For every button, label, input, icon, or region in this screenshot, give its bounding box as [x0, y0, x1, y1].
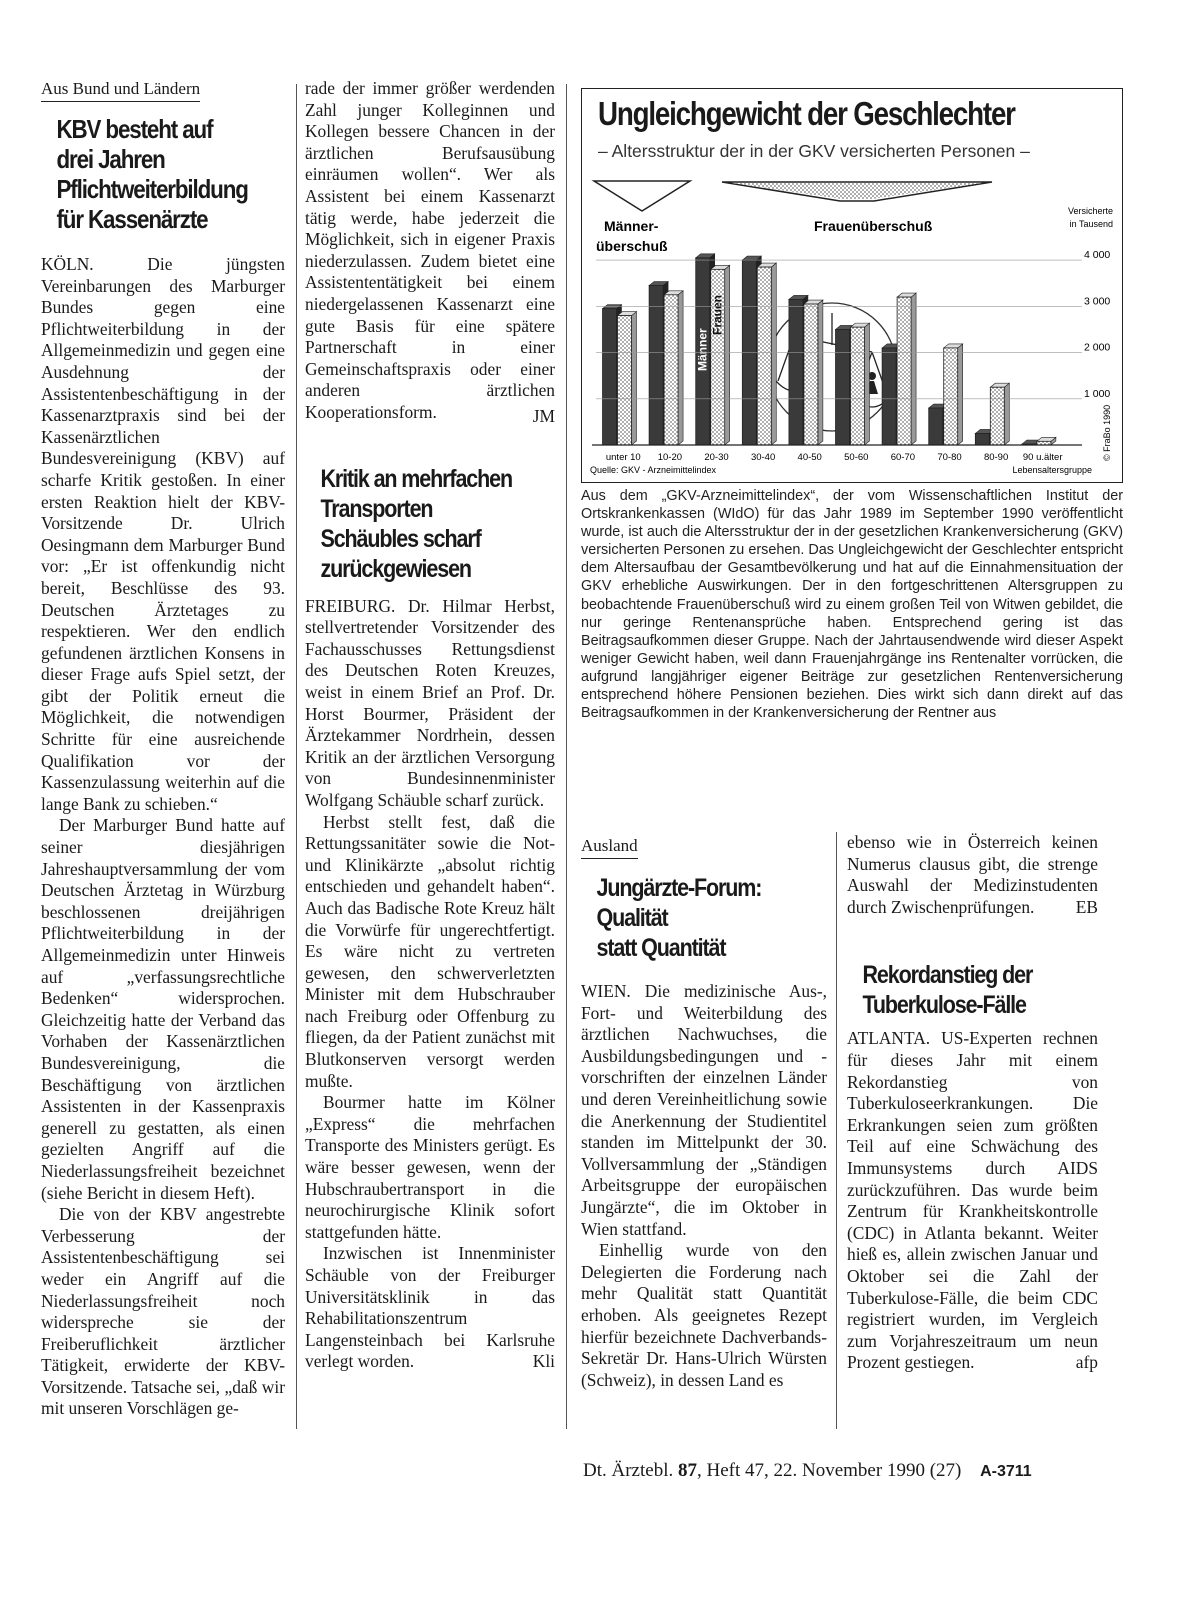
paragraph: Herbst stellt fest, daß die Rettungssanitäter sowie die Not- und Klinikärzte „absolut richtig entschieden und gehandelt haben“. Auch das Badische Rote Kreuz hält die Vorwürfe für ungerechtfertigt. Es wäre nicht zu vertreten gewesen, den schwerverletzten Minister mit dem Hubschrauber nach Freiburg oder Offenburg zu fliegen, da der Patient zunächst mit Blutkonserven versorgt werden mußte. — [305, 811, 555, 1091]
bar-side — [818, 300, 823, 445]
bar-women — [618, 316, 632, 445]
bar-women — [664, 295, 678, 445]
headline-line: Qualität — [596, 904, 668, 932]
bar-women — [851, 327, 865, 445]
column-rule — [566, 84, 567, 1429]
bar-side — [958, 344, 963, 445]
article3-headline — [581, 873, 827, 963]
x-tick-label: 10-20 — [657, 452, 683, 463]
paragraph: Die von der KBV angestrebte Verbesserung der Assistentenbeschäftigung sei weder ein Angriff auf die Niederlassungsfreiheit noch widerspreche sie der Freiberuflichkeit ärztlicher Tätigkeit, erwiderte der KBV-Vorsitzende. Tatsache sei, „daß wir mit unseren Vorschlägen ge- — [41, 1204, 285, 1419]
article2-headline — [305, 464, 555, 584]
article3-col-a — [581, 835, 827, 1391]
bar-women — [757, 267, 771, 445]
bar-men — [836, 329, 850, 445]
chart-caption: Aus dem „GKV-Arzneimittelindex“, der vom Wissenschaftlichen Institut der Ortskrankenkassen (WIdO) für das Jahr 1989 im September 1990 veröffentlicht wurde, ist auch die Altersstruktur der in der gesetzlichen Krankenversicherung (GKV) versicherten Personen zu ersehen. Das Ungleichgewicht der Geschlechter entspricht dem Altersaufbau der Gesamtbevölkerung und hat auf die Einnahmensituation der GKV erhebliche Auswirkungen. Der in den fortgeschrittenen Altersgruppen zu beobachtende Frauenüberschuß wird zu einem großen Teil von Witwen gebildet, die nur geringe Rentenansprüche haben. Entsprechend gering ist das Beitragsaufkommen dieser Gruppe. Nach der Jahrtausendwende wird dieser Aspekt weniger Gewicht haben, weil dann Frauenjahrgänge ins Rentenalter vorrücken, die aufgrund langjähriger eigener Beiträge zur gesetzlichen Rentenversicherung entsprechend höhere Pensionen beziehen. Dies wirkt sich dann direkt auf das Beitragsaufkommen in der Krankenversicherung der Rentner aus — [581, 488, 1123, 722]
chart-subtitle: – Altersstruktur der in der GKV versicherten Personen – — [598, 141, 1030, 161]
headline-line: für Kassenärzte — [56, 204, 208, 234]
x-tick-label: 80-90 — [983, 452, 1009, 463]
headline-line: Pflichtweiterbildung — [56, 174, 248, 204]
bar-women — [897, 297, 911, 445]
signature: Kli — [532, 1351, 555, 1372]
paragraph: ebenso wie in Österreich keinen Numerus clausus gibt, die strenge Auswahl der Medizinstudenten durch Zwischenprüfungen. EB — [847, 832, 1098, 917]
bar-side — [725, 265, 730, 445]
paragraph: Der Marburger Bund hatte auf seiner diesjährigen Jahreshauptversammlung der vom Deutschen Ärztetag in Würzburg beschlossenen dreijährigen Pflichtweiterbildung in der Allgemeinmedizin unter Hinweis auf „verfassungsrechtliche Bedenken“ widersprochen. Gleichzeitig hatte der Verband das Vorhaben der Kassenärztlichen Bundesvereinigung, die Beschäftigung von ärztlichen Assistenten in der Kassenpraxis generell zu gestatten, als einen gezielten Angriff auf die Niederlassungsfreiheit bezeichnet (siehe Bericht in diesem Heft). — [41, 815, 285, 1203]
signature: afp — [1075, 1352, 1098, 1373]
headline-line: zurückgewiesen — [320, 554, 471, 583]
article1-body-col2 — [305, 78, 555, 428]
x-tick-label: 30-40 — [750, 452, 776, 463]
paragraph: WIEN. Die medizinische Aus-, Fort- und Weiterbildung des ärztlichen Nachwuchses, die Ausbildungsbedingungen und -vorschriften der einzelnen Länder und deren Vereinheitlichung sowie die Anerkennung der Studientitel standen im Mittelpunkt der 30. Vollversammlung der „Ständigen Arbeitsgruppe der europäischen Jungärzte“, die im Oktober in Wien stattfand. — [581, 981, 827, 1239]
chart-title: Ungleichgewicht der Geschlechter — [598, 95, 1015, 132]
x-tick-label: unter 10 — [605, 452, 641, 463]
paragraph: Einhellig wurde von den Delegierten die Forderung nach mehr Qualität statt Quantität erhoben. Als geeignetes Rezept hierfür bezeichnete Dachverbands-Sekretär Dr. Hans-Ulrich Würsten (Schweiz), in dessen Land es — [581, 1240, 827, 1390]
y-unit-label: Versicherte — [1067, 206, 1113, 216]
article2-body — [305, 596, 555, 1373]
bar-women — [944, 348, 958, 445]
headline-line: Kritik an mehrfachen — [320, 464, 512, 493]
headline-line: Rekordanstieg der — [862, 961, 1033, 990]
volume-number: 87 — [677, 1460, 697, 1481]
bar-men — [929, 408, 943, 445]
bar-side — [864, 323, 869, 445]
article1-body-col1 — [41, 254, 285, 1542]
page-code: A-3711 — [980, 1463, 1032, 1480]
paragraph: Bourmer hatte im Kölner „Express“ die mehrfachen Transporte des Ministers gerügt. Es wäre besser gewesen, wenn der Hubschraubertransport in die neurochirurgische Klinik sofort stattgefunden hätte. — [305, 1092, 555, 1242]
paragraph: Inzwischen ist Innenminister Schäuble von der Freiburger Universitätsklinik in das Rehabilitationszentrum Langensteinbach bei Karlsruhe verlegt worden. Kli — [305, 1243, 555, 1372]
bar-men — [882, 348, 896, 445]
article3-col-b — [847, 832, 1098, 1374]
bar-side — [771, 263, 776, 445]
headline-line: KBV besteht auf — [56, 114, 213, 144]
headline-line: Schäubles scharf — [320, 524, 481, 553]
y-tick-label: 1 000 — [1084, 387, 1111, 400]
column-rule — [836, 832, 837, 1429]
bar-men — [975, 433, 989, 445]
article1-headline — [41, 114, 285, 234]
bar-side — [1004, 383, 1009, 445]
rubric-bund-laender: Aus Bund und Ländern — [41, 78, 200, 102]
article4-headline — [847, 960, 1098, 1020]
paragraph: ATLANTA. US-Experten rechnen für dieses Jahr mit einem Rekordanstieg von Tuberkuloseerkrankungen. Die Erkrankungen seien zum größten Teil auf eine Schwächung des Immunsystems durch AIDS zurückzuführen. Das wurde beim Zentrum für Krankheitskontrolle (CDC) in Atlanta bekannt. Weiter hieß es, allein zwischen Januar und Oktober sei die Zahl der Tuberkulose-Fälle, die beim CDC registriert wurden, im Vergleich zum Vorjahreszeitraum um neun Prozent gestiegen. afp — [847, 1028, 1098, 1373]
x-tick-label: 60-70 — [890, 452, 916, 463]
issue-info: , Heft 47, 22. November 1990 (27) — [696, 1460, 962, 1481]
chart-box — [581, 88, 1123, 483]
x-tick-label: 50-60 — [844, 452, 869, 463]
bar-chart — [582, 89, 1122, 482]
bar-side — [911, 293, 916, 445]
journal-name: Dt. Ärztebl. — [583, 1460, 674, 1481]
bar-label-men: Männer — [695, 328, 710, 371]
y-tick-label: 3 000 — [1084, 295, 1111, 308]
bar-side — [678, 291, 683, 445]
signature: JM — [532, 406, 555, 426]
men-surplus-label: Männer- — [604, 218, 659, 234]
bar-men — [789, 299, 803, 445]
men-surplus-label: überschuß — [596, 238, 668, 254]
bar-women — [990, 387, 1004, 445]
signature: EB — [1075, 896, 1098, 917]
bar-side — [631, 312, 636, 445]
headline-line: drei Jahren — [56, 144, 165, 174]
bar-men — [649, 286, 663, 445]
paragraph: KÖLN. Die jüngsten Vereinbarungen des Marburger Bundes gegen eine Pflichtweiterbildung in der Allgemeinmedizin und gegen eine Ausdehnung der Assistentenbeschäftigung in der Kassenarztpraxis sind bei der Kassenärztlichen Bundesvereinigung (KBV) auf scharfe Kritik gestoßen. In einer ersten Reaktion hielt der KBV-Vorsitzende Dr. Ulrich Oesingmann dem Marburger Bund vor: „Er ist offenkundig nicht bereit, Beschlüsse des 93. Deutschen Ärztetages zu respektieren. Wer den endlich gefundenen ärztlichen Konsens in dieser Frage aufs Spiel setzt, der gibt der Politik erneut die Möglichkeit, die notwendigen Schritte für eine ausreichende Qualifikation vor der Kassenzulassung weiterhin auf die lange Bank zu schieben.“ — [41, 254, 285, 814]
chart-source: Quelle: GKV - Arzneimittelindex — [590, 465, 717, 475]
x-tick-label: 70-80 — [937, 452, 962, 463]
x-tick-label: 90 u.älter — [1022, 452, 1063, 463]
headline-line: Jungärzte-Forum: — [596, 874, 762, 902]
column-rule — [296, 84, 297, 1429]
y-tick-label: 4 000 — [1084, 249, 1111, 262]
rubric-ausland: Ausland — [581, 835, 638, 859]
bar-label-women: Frauen — [710, 294, 725, 335]
y-tick-label: 2 000 — [1084, 341, 1111, 354]
headline-line: Transporten — [320, 494, 433, 523]
y-unit-label: in Tausend — [1069, 219, 1113, 229]
x-tick-label: 40-50 — [797, 452, 822, 463]
x-tick-label: 20-30 — [704, 452, 729, 463]
bar-women — [804, 304, 818, 445]
paragraph: rade der immer größer werdenden Zahl junger Kolleginnen und Kollegen bessere Chancen in der ärztlichen Berufsausübung einräumen wollen“. Wer als Assistent bei einem Kassenarzt tätig werde, habe jederzeit die Möglichkeit, sich in eigener Praxis niederzulassen. Zudem bietet eine Assistententätigkeit bei einem niedergelassenen Kassenarzt eine gute Basis für eine spätere Partnerschaft in einer Gemeinschaftspraxis oder einer anderen ärztlichen Kooperationsform. — [305, 78, 555, 422]
headline-line: Tuberkulose-Fälle — [862, 991, 1026, 1020]
article1-col2 — [305, 78, 555, 1373]
men-surplus-arrow — [594, 181, 690, 211]
balance-scale-icon — [768, 303, 896, 431]
women-surplus-label: Frauenüberschuß — [814, 218, 933, 234]
x-axis-label: Lebensaltersgruppe — [1012, 465, 1092, 475]
article1-col1 — [41, 78, 285, 1542]
chart-credit: © FraBo 1990 — [1102, 404, 1112, 461]
paragraph: FREIBURG. Dr. Hilmar Herbst, stellvertretender Vorsitzender des Fachausschusses Rettungsdienst des Deutschen Roten Kreuzes, weist in einem Brief an Prof. Dr. Horst Bourmer, Präsident der Ärztekammer Nordrhein, dessen Kritik an der ärztlichen Versorgung von Bundesinnenminister Wolfgang Schäuble scharf zurück. — [305, 595, 555, 810]
page-footer — [583, 1460, 1032, 1482]
bar-men — [603, 309, 617, 445]
headline-line: statt Quantität — [596, 934, 726, 962]
